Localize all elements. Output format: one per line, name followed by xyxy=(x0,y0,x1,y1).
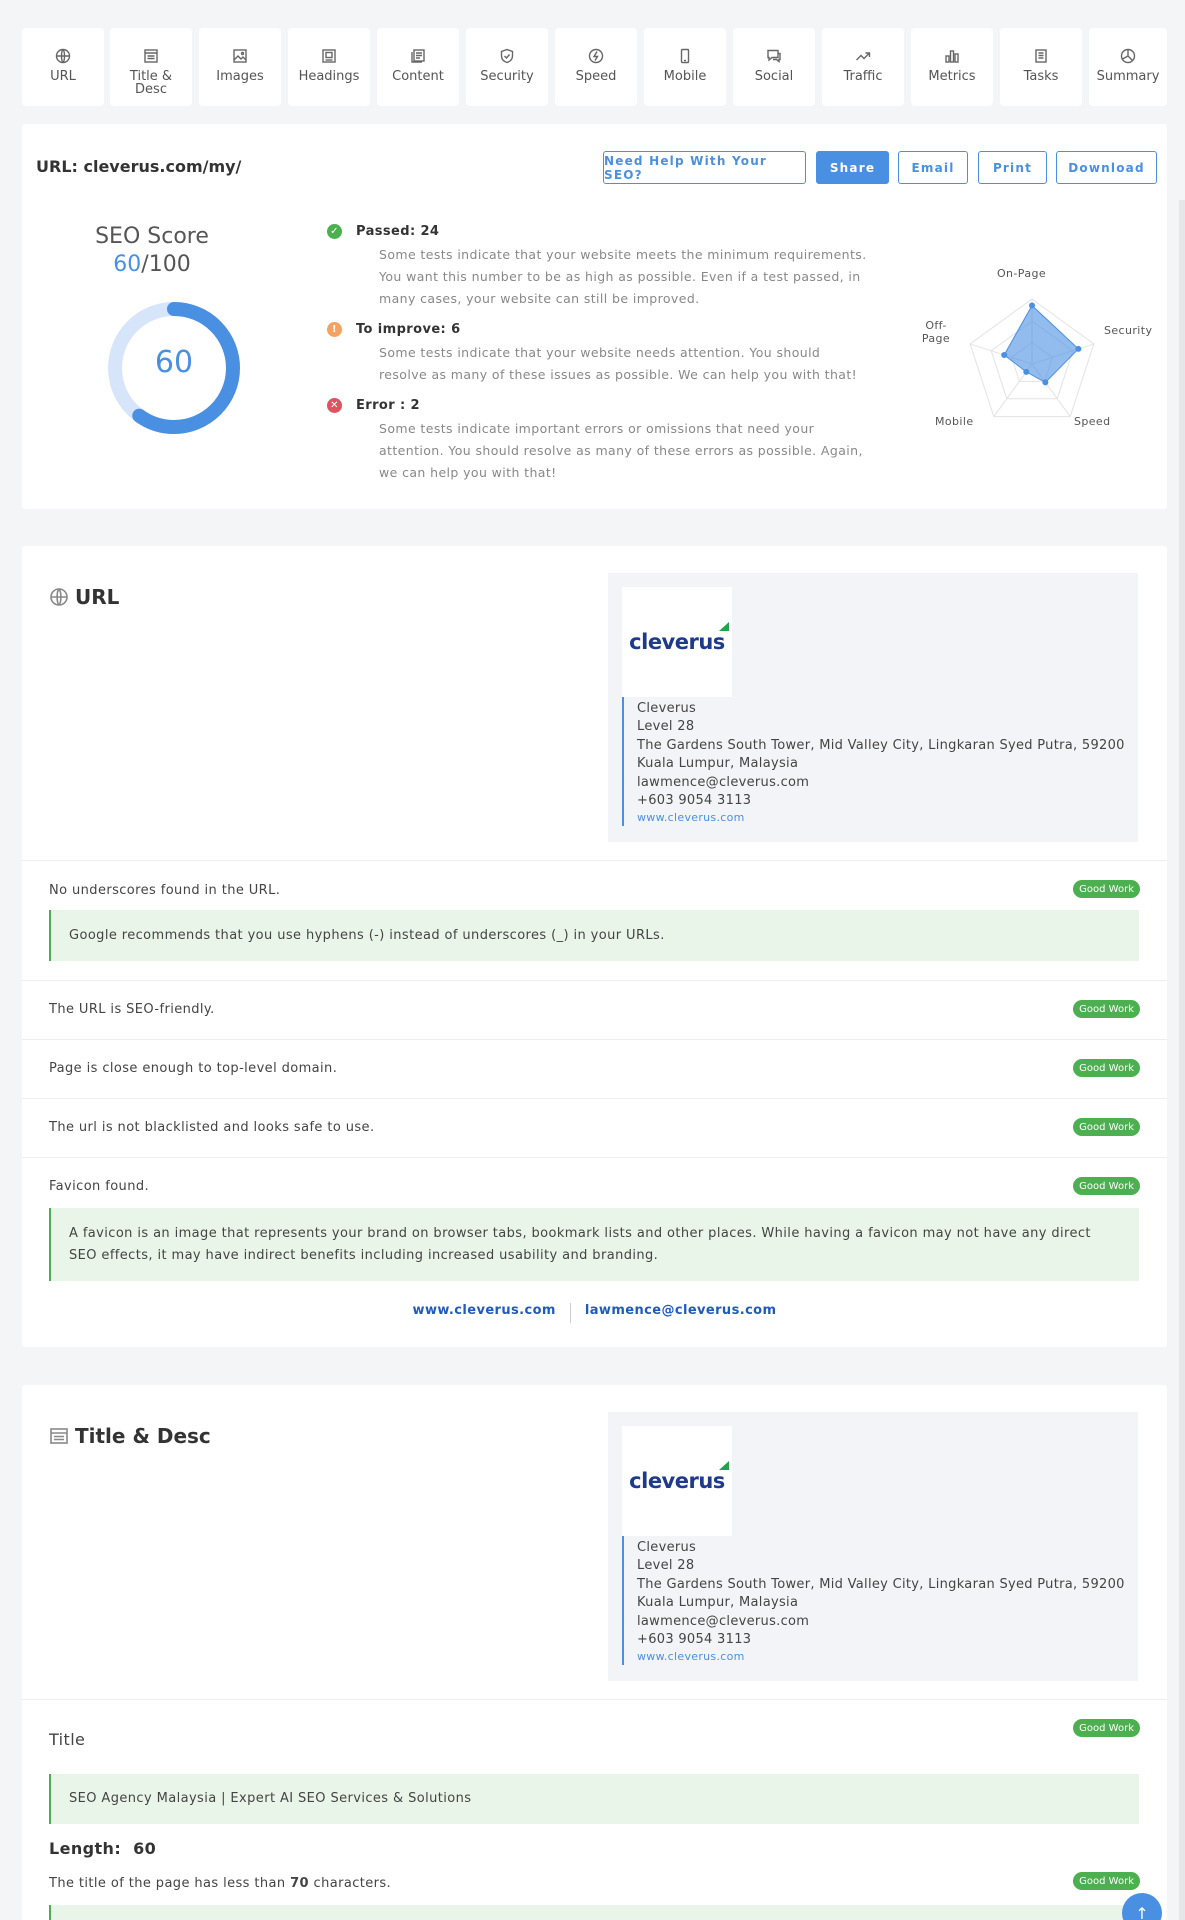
mobile-icon xyxy=(677,48,693,64)
check-text: The URL is SEO-friendly. xyxy=(49,1002,215,1017)
nav-label: Tasks xyxy=(1023,69,1059,84)
passed-title: Passed: 24 xyxy=(356,224,440,239)
check-row xyxy=(22,1157,1167,1297)
check-icon: ✓ xyxy=(327,224,342,239)
good-work-badge: Good Work xyxy=(1073,1059,1140,1077)
title-check-row xyxy=(22,1699,1167,1920)
check-note: Google recommends that you use hyphens (-) instead of underscores (_) in your URLs. xyxy=(49,910,1139,961)
share-button[interactable]: Share xyxy=(816,151,889,184)
contact-name: Cleverus xyxy=(637,1540,697,1555)
improve-desc: Some tests indicate that your website needs attention. You should resolve as many of these issues as possible. We can help you with that! xyxy=(379,345,858,382)
title-length: Length: 60 xyxy=(49,1839,157,1858)
contact-email: lawmence@cleverus.com xyxy=(637,1613,810,1629)
company-logo xyxy=(622,1426,732,1536)
url-section-footer xyxy=(22,1303,1167,1323)
download-button[interactable]: Download xyxy=(1056,151,1157,184)
contact-details xyxy=(622,697,1125,826)
status-passed xyxy=(327,224,872,310)
nav-item-images[interactable] xyxy=(199,28,281,106)
headings-icon xyxy=(321,48,337,64)
nav-label: Metrics xyxy=(928,69,976,84)
radar-label-speed: Speed xyxy=(1074,415,1111,428)
tasks-icon xyxy=(1033,48,1049,64)
trend-icon xyxy=(855,48,871,64)
title-length-note: The title of the page has less than 70 characters. xyxy=(49,1876,392,1891)
improve-title: To improve: 6 xyxy=(356,322,461,337)
logo-triangle-icon xyxy=(719,622,729,631)
nav-label: Content xyxy=(392,69,444,84)
radar-point xyxy=(1001,352,1007,358)
score-max: /100 xyxy=(141,252,191,277)
contact-address: The Gardens South Tower, Mid Valley City, Lingkaran Syed Putra, 59200 xyxy=(637,1576,1125,1592)
section-nav xyxy=(22,28,1167,106)
title-subheading: Title xyxy=(49,1730,86,1749)
arrow-up-icon: ↑ xyxy=(1135,1903,1149,1920)
radar-label-security: Security xyxy=(1104,324,1153,337)
nav-label: Traffic xyxy=(843,69,883,84)
logo-text: cleverus xyxy=(629,1469,725,1493)
contact-level: Level 28 xyxy=(637,1558,695,1574)
nav-label: Speed xyxy=(575,69,617,84)
seo-score-label: SEO Score xyxy=(95,224,209,249)
contact-address: The Gardens South Tower, Mid Valley City, Lingkaran Syed Putra, 59200 xyxy=(637,737,1125,753)
contact-city: Kuala Lumpur, Malaysia xyxy=(637,1595,799,1611)
contact-card xyxy=(608,1412,1138,1681)
contact-email: lawmence@cleverus.com xyxy=(637,774,810,790)
check-row xyxy=(22,980,1167,1039)
radar-area xyxy=(1004,306,1078,383)
gauge-value: 60 xyxy=(154,345,194,380)
check-text: Page is close enough to top-level domain. xyxy=(49,1061,338,1076)
score-card xyxy=(22,124,1167,509)
nav-label: Images xyxy=(216,69,264,84)
good-work-badge: Good Work xyxy=(1073,1719,1140,1737)
check-row xyxy=(22,1098,1167,1157)
contact-website-link[interactable]: www.cleverus.com xyxy=(637,811,745,825)
warning-icon: ! xyxy=(327,322,342,337)
error-icon: ✕ xyxy=(327,398,342,413)
footer-website-link[interactable]: www.cleverus.com xyxy=(412,1303,556,1318)
contact-phone: +603 9054 3113 xyxy=(637,793,752,809)
good-work-badge: Good Work xyxy=(1073,1000,1140,1018)
logo-triangle-icon xyxy=(719,1461,729,1470)
error-desc: Some tests indicate important errors or omissions that need your attention. You should resolve as many of these errors as possible. Again, we can help you with that! xyxy=(379,421,863,480)
nav-label: Summary xyxy=(1096,69,1160,84)
image-icon xyxy=(232,48,248,64)
company-logo xyxy=(622,587,732,697)
nav-item-speed[interactable] xyxy=(555,28,637,106)
nav-item-metrics[interactable] xyxy=(911,28,993,106)
speed-icon xyxy=(588,48,604,64)
radar-label-mobile: Mobile xyxy=(935,415,974,428)
section-heading: Title & Desc xyxy=(75,1424,211,1448)
check-text: No underscores found in the URL. xyxy=(49,883,281,898)
need-help-button[interactable]: Need Help With Your SEO? xyxy=(603,151,806,184)
radar-chart xyxy=(902,264,1162,454)
nav-item-security[interactable] xyxy=(466,28,548,106)
nav-item-social[interactable] xyxy=(733,28,815,106)
check-text: Favicon found. xyxy=(49,1179,150,1194)
radar-point xyxy=(1023,369,1029,375)
good-work-badge: Good Work xyxy=(1073,1872,1140,1890)
globe-icon xyxy=(55,48,71,64)
content-icon xyxy=(410,48,426,64)
nav-item-content[interactable] xyxy=(377,28,459,106)
check-row xyxy=(22,860,1167,980)
nav-label: Headings xyxy=(298,69,360,84)
nav-label: Social xyxy=(754,69,794,84)
status-improve xyxy=(327,322,872,386)
footer-email-link[interactable]: lawmence@cleverus.com xyxy=(584,1303,777,1318)
nav-label: Mobile xyxy=(663,69,707,84)
email-button[interactable]: Email xyxy=(898,151,968,184)
radar-point xyxy=(1029,303,1035,309)
error-title: Error : 2 xyxy=(356,398,420,413)
shield-icon xyxy=(499,48,515,64)
logo-text: cleverus xyxy=(629,630,725,654)
nav-item-tasks[interactable] xyxy=(1000,28,1082,106)
title-length-note-box xyxy=(49,1905,1139,1920)
good-work-badge: Good Work xyxy=(1073,880,1140,898)
nav-item-mobile[interactable] xyxy=(644,28,726,106)
nav-label: Title & Desc xyxy=(129,69,173,97)
contact-details xyxy=(622,1536,1125,1665)
radar-label-offpage: Off-Page xyxy=(921,319,951,345)
radar-label-onpage: On-Page xyxy=(997,267,1047,280)
title-icon xyxy=(143,48,159,64)
contact-phone: +603 9054 3113 xyxy=(637,1632,752,1648)
page-title: URL: cleverus.com/my/ xyxy=(36,157,242,176)
radar-point xyxy=(1042,379,1048,385)
nav-item-headings[interactable] xyxy=(288,28,370,106)
nav-label: Security xyxy=(480,69,534,84)
divider xyxy=(570,1303,571,1323)
nav-item-summary[interactable] xyxy=(1089,28,1167,106)
bars-icon xyxy=(944,48,960,64)
check-note: A favicon is an image that represents your brand on browser tabs, bookmark lists and other places. While having a favicon may not have any direct SEO effects, it may have indirect benefits including increased usability and branding. xyxy=(49,1208,1139,1281)
check-text: The url is not blacklisted and looks safe to use. xyxy=(49,1120,375,1135)
scrollbar[interactable] xyxy=(1179,200,1185,1920)
nav-label: URL xyxy=(50,69,76,84)
print-button[interactable]: Print xyxy=(978,151,1047,184)
contact-level: Level 28 xyxy=(637,719,695,735)
globe-icon xyxy=(49,587,69,607)
radar-point xyxy=(1075,346,1081,352)
chat-icon xyxy=(766,48,782,64)
title-icon xyxy=(49,1426,69,1446)
good-work-badge: Good Work xyxy=(1073,1177,1140,1195)
pie-icon xyxy=(1120,48,1136,64)
title-desc-section-title xyxy=(49,1424,211,1448)
passed-desc: Some tests indicate that your website meets the minimum requirements. You want this number to be as high as possible. Even if a test passed, in many cases, your website can still be improved. xyxy=(379,247,867,306)
url-section-title xyxy=(49,585,119,609)
nav-item-url[interactable] xyxy=(22,28,104,106)
section-heading: URL xyxy=(75,585,120,609)
nav-item-traffic[interactable] xyxy=(822,28,904,106)
nav-item-title-desc[interactable] xyxy=(110,28,192,106)
title-value-note: SEO Agency Malaysia | Expert AI SEO Services & Solutions xyxy=(49,1774,1139,1824)
contact-website-link[interactable]: www.cleverus.com xyxy=(637,1650,745,1664)
status-error xyxy=(327,398,872,484)
seo-score-value xyxy=(82,252,222,277)
good-work-badge: Good Work xyxy=(1073,1118,1140,1136)
contact-city: Kuala Lumpur, Malaysia xyxy=(637,756,799,772)
score-number: 60 xyxy=(113,252,142,277)
contact-name: Cleverus xyxy=(637,701,697,716)
contact-card xyxy=(608,573,1138,842)
check-row xyxy=(22,1039,1167,1098)
